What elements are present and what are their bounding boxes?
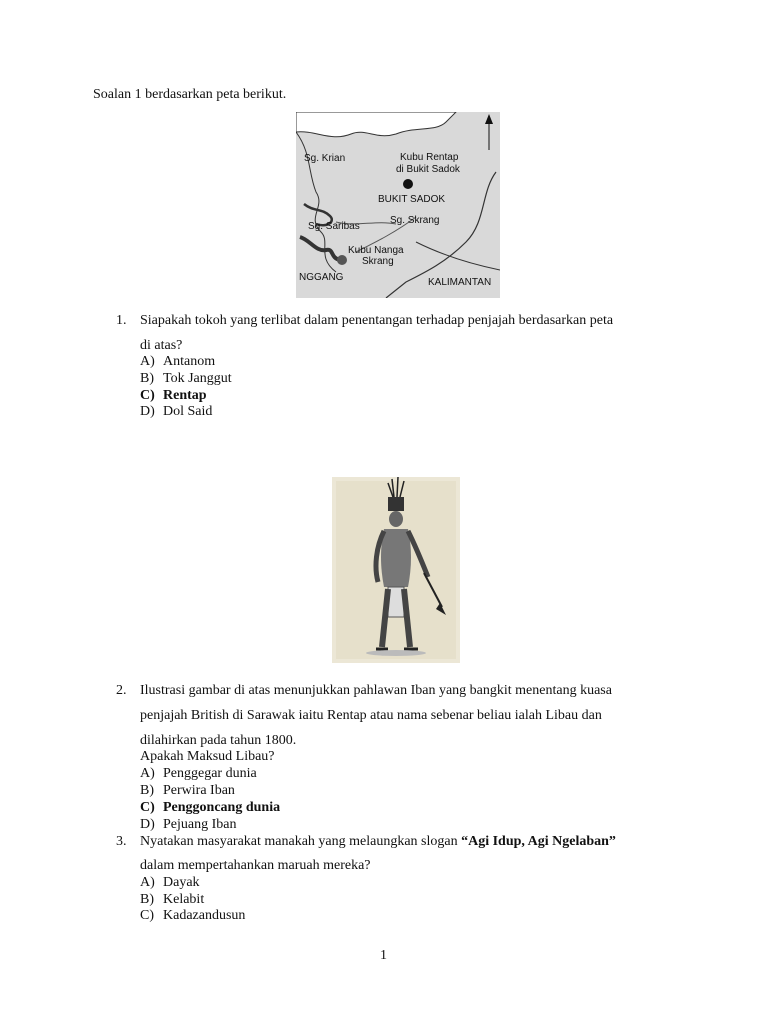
question-1-line-1: Siapakah tokoh yang terlibat dalam penentangan terhadap penjajah berdasarkan peta [140,313,614,328]
q2-option-d: D) Pejuang Iban [140,817,237,832]
label-nggang: NGGANG [299,272,344,283]
iban-warrior-illustration [332,477,460,663]
question-2-line-2: penjajah British di Sarawak iaitu Rentap atau nama sebenar beliau ialah Libau dan [140,708,602,723]
label-sg-saribas: Sg. Saribas [308,221,360,232]
label-sg-krian: Sg. Krian [304,153,346,164]
q1-option-d: D) Dol Said [140,404,213,419]
question-3-line-1: Nyatakan masyarakat manakah yang melaungkan slogan “Agi Idup, Agi Ngelaban” [140,834,616,849]
q2-option-c: C) Penggoncang dunia [140,800,281,815]
question-2-line-3: dilahirkan pada tahun 1800. [140,733,297,748]
question-3-line-2: dalam mempertahankan maruah mereka? [140,858,371,873]
label-kubu-rentap-2: di Bukit Sadok [396,164,460,175]
question-2-number: 2. [116,683,127,698]
page-number: 1 [380,948,387,963]
label-kubu-nanga-1: Kubu Nanga [348,245,404,256]
question-2-line-1: Ilustrasi gambar di atas menunjukkan pahlawan Iban yang bangkit menentang kuasa [140,683,612,698]
question-2-subquestion: Apakah Maksud Libau? [140,749,275,764]
label-kubu-nanga-2: Skrang [362,256,394,267]
slogan: “Agi Idup, Agi Ngelaban” [461,834,616,849]
label-bukit-sadok: BUKIT SADOK [378,194,446,205]
label-kalimantan: KALIMANTAN [428,277,492,288]
sarawak-map-image [296,112,500,298]
q1-option-b: B) Tok Janggut [140,371,232,386]
q2-option-b: B) Perwira Iban [140,783,235,798]
q1-option-c: C) Rentap [140,388,207,403]
q3-option-c: C) Kadazandusun [140,908,246,923]
question-3-number: 3. [116,834,127,849]
q3-option-a: A) Dayak [140,875,200,890]
intro-text: Soalan 1 berdasarkan peta berikut. [93,87,287,102]
label-sg-skrang: Sg. Skrang [390,215,440,226]
q3-option-b: B) Kelabit [140,892,205,907]
question-1-line-2: di atas? [140,338,183,353]
q1-option-a: A) Antanom [140,354,216,369]
label-kubu-rentap-1: Kubu Rentap [400,152,459,163]
question-1-number: 1. [116,313,127,328]
q2-option-a: A) Penggegar dunia [140,766,257,781]
